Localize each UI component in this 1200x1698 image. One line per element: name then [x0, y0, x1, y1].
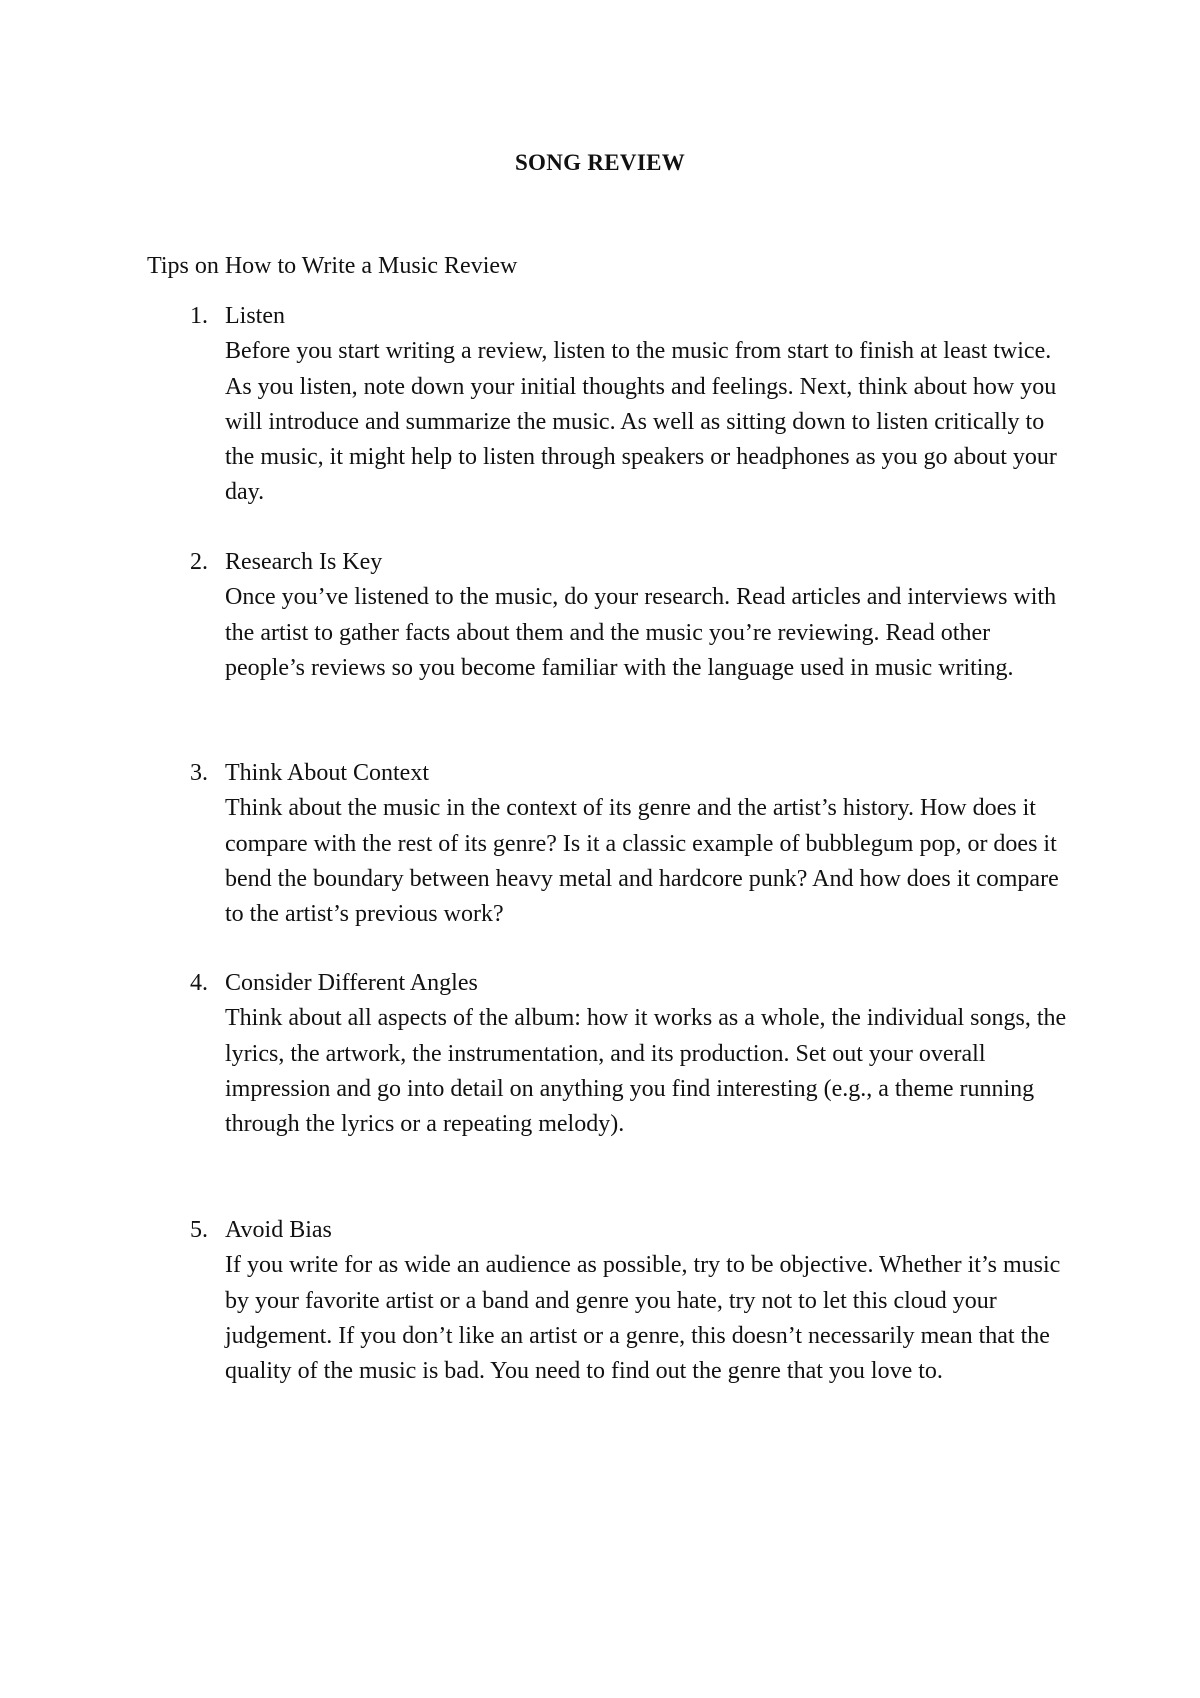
list-item-number: 1.	[190, 303, 208, 329]
tip-heading: Consider Different Angles	[225, 970, 478, 996]
list-item	[190, 1213, 1070, 1389]
tip-heading: Research Is Key	[225, 549, 383, 575]
list-item	[190, 545, 1070, 686]
tip-text: Before you start writing a review, listen to the music from start to finish at least twice. As you listen, note down your initial thoughts and feelings. Next, think about how you will introduce and summarize the music. As well as sitting down to listen critically to the music, it might help to listen through speakers or headphones as you go about your day.	[225, 338, 1057, 506]
list-item	[190, 299, 1070, 511]
list-item-number: 2.	[190, 549, 208, 575]
list-item-number: 4.	[190, 970, 208, 996]
tip-heading: Listen	[225, 303, 285, 329]
tip-heading: Think About Context	[225, 760, 429, 786]
page-title: SONG REVIEW	[514, 150, 686, 175]
tip-text: Once you’ve listened to the music, do your research. Read articles and interviews with the artist to gather facts about them and the music you’re reviewing. Read other people’s reviews so you become familiar with the language used in music writing.	[225, 584, 1057, 681]
list-item-number: 3.	[190, 760, 208, 786]
list-item-number: 5.	[190, 1217, 208, 1243]
tip-text: Think about the music in the context of its genre and the artist’s history. How does it compare with the rest of its genre? Is it a classic example of bubblegum pop, or does it bend the boundary between heavy metal and hardcore punk? And how does it compare to the artist’s previous work?	[225, 795, 1059, 928]
document-subtitle: Tips on How to Write a Music Review	[147, 253, 518, 279]
tip-text: If you write for as wide an audience as possible, try to be objective. Whether it’s music by your favorite artist or a band and genre you hate, try not to let this cloud your judgement. If you don’t like an artist or a genre, this doesn’t necessarily mean that the quality of the music is bad. You need to find out the genre that you love to.	[225, 1252, 1061, 1385]
list-item	[190, 756, 1070, 932]
tip-text: Think about all aspects of the album: how it works as a whole, the individual songs, the lyrics, the artwork, the instrumentation, and its production. Set out your overall impression and go into detail on anything you find interesting (e.g., a theme running through the lyrics or a repeating melody).	[225, 1005, 1067, 1138]
tip-heading: Avoid Bias	[225, 1217, 332, 1243]
list-item	[190, 966, 1070, 1142]
